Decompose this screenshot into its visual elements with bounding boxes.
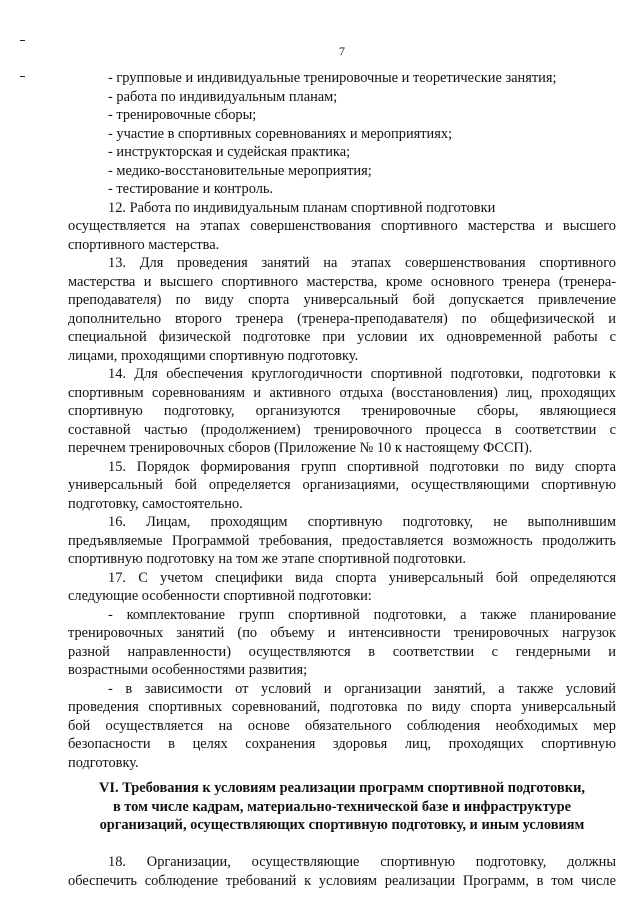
margin-mark xyxy=(20,40,25,41)
text-line: подготовку, самостоятельно. xyxy=(68,495,243,512)
page-number: 7 xyxy=(339,44,345,58)
text-line: - в зависимости от условий и организации занятий, а также условий xyxy=(108,680,616,697)
text-line: бой осуществляется на основе обязательного соблюдения необходимых мер xyxy=(68,717,616,734)
text-line: тренировочных занятий (по объему и интенсивности тренировочных нагрузок xyxy=(68,625,616,641)
text-line: спортивную подготовку, организуются тренировочные сборы, являющиеся xyxy=(68,403,616,419)
section-heading: VI. Требования к условиям реализации программ спортивной подготовки, xyxy=(99,780,585,796)
text-line: специальной физической подготовке при условии их одновременной работы с xyxy=(68,329,616,345)
section-heading: организаций, осуществляющих спортивную подготовку, и иным условиям xyxy=(99,817,585,833)
text-line: дополнительно второго тренера (тренера-преподавателя) по общефизической и xyxy=(68,310,616,327)
text-line: преподавателя) по виду спорта универсальный бой допускается привлечение xyxy=(68,292,616,308)
text-line: - медико-восстановительные мероприятия; xyxy=(108,162,372,179)
text-line: перечнем тренировочных сборов (Приложение № 10 к настоящему ФССП). xyxy=(68,440,533,456)
text-line: составной частью (продолжением) тренировочного процесса в соответствии с xyxy=(68,421,616,438)
text-line: лицами, проходящими спортивную подготовку. xyxy=(68,347,359,364)
text-line: проведения спортивных соревнований, подготовка по виду спорта универсальный xyxy=(68,699,616,715)
text-line: 14. Для обеспечения круглогодичности спортивной подготовки, подготовки к xyxy=(108,366,616,382)
text-line: - тестирование и контроль. xyxy=(108,181,274,197)
text-line: - участие в спортивных соревнованиях и мероприятиях; xyxy=(108,125,453,142)
text-line: 18. Организации, осуществляющие спортивную подготовку, должны xyxy=(108,854,616,870)
text-line: 13. Для проведения занятий на этапах совершенствования спортивного xyxy=(108,255,616,271)
text-line: - тренировочные сборы; xyxy=(108,107,257,123)
text-line: 16. Лицам, проходящим спортивную подготовку, не выполнившим xyxy=(108,514,616,530)
text-line: спортивную подготовку на том же этапе спортивной подготовки. xyxy=(68,551,467,567)
margin-mark xyxy=(20,76,25,77)
text-line: мастерства и высшего спортивного мастерства, кроме основного тренера (тренера- xyxy=(68,273,616,290)
text-line: обеспечить соблюдение требований к условиям реализации Программ, в том числе xyxy=(68,872,616,889)
text-line: осуществляется на этапах совершенствования спортивного мастерства и высшего xyxy=(68,218,616,234)
section-heading: в том числе кадрам, материально-технической базе и инфраструктуре xyxy=(112,798,572,815)
text-line: - инструкторская и судейская практика; xyxy=(108,144,351,160)
text-line: спортивного мастерства. xyxy=(68,236,220,253)
text-line: 17. С учетом специфики вида спорта универсальный бой определяются xyxy=(108,569,616,586)
text-line: подготовку. xyxy=(68,754,139,771)
text-line: 12. Работа по индивидуальным планам спортивной подготовки xyxy=(108,199,496,216)
text-line: возрастными особенностями развития; xyxy=(68,662,308,678)
text-line: - групповые и индивидуальные тренировочные и теоретические занятия; xyxy=(108,70,557,86)
text-line: - работа по индивидуальным планам; xyxy=(108,88,338,105)
text-line: универсальный бой определяется организациями, осуществляющими спортивную xyxy=(68,477,616,493)
text-line: безопасности в целях сохранения здоровья лиц, проходящих спортивную xyxy=(68,736,616,752)
text-line: предъявляемые Программой требования, предоставляется возможность продолжить xyxy=(68,532,616,549)
text-line: - комплектование групп спортивной подготовки, а также планирование xyxy=(108,606,616,623)
text-line: следующие особенности спортивной подготовки: xyxy=(68,588,372,604)
text-line: 15. Порядок формирования групп спортивной подготовки по виду спорта xyxy=(108,458,616,475)
text-line: спортивным соревнованиям и активного отдыха (восстановления) лиц, проходящих xyxy=(68,384,616,401)
text-line: разной направленности) осуществляются в соответствии с гендерными и xyxy=(68,643,616,660)
